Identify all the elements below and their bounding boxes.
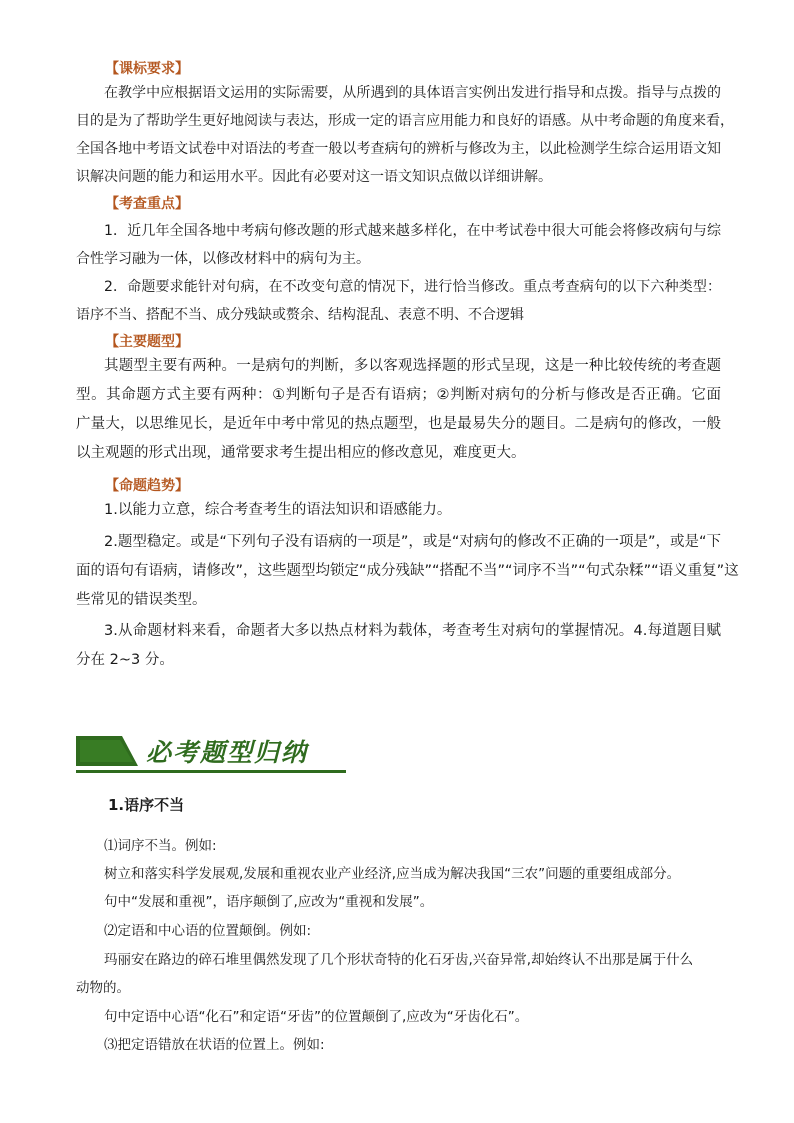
text-line: 3.从命题材料来看，命题者大多以热点材料为载体，考查考生对病句的掌握情况。4.每道题目赋 — [104, 623, 721, 639]
text-line: 语序不当、搭配不当、成分残缺或赘余、结构混乱、表意不明、不合逻辑 — [76, 307, 524, 323]
text-line: 以主观题的形式出现，通常要求考生提出相应的修改意见，难度更大。 — [76, 445, 526, 461]
text-line: 1.以能力立意，综合考查考生的语法知识和语感能力。 — [104, 502, 452, 518]
text-line: 2.题型稳定。或是“下列句子没有语病的一项是”，或是“对病句的修改不正确的一项是”，或是“下 — [104, 534, 721, 550]
text-line: 合性学习融为一体，以修改材料中的病句为主。 — [76, 251, 370, 267]
text-line: 面的语句有语病，请修改”，这些题型均锁定“成分残缺”“搭配不当”“词序不当”“句式杂糅”“语义重复”这 — [76, 563, 739, 579]
text-line: 些常见的错误类型。 — [76, 592, 207, 608]
text-line: 目的是为了帮助学生更好地阅读与表达，形成一定的语言应用能力和良好的语感。从中考命题的角度来看， — [76, 113, 734, 129]
text-line: 在教学中应根据语文运用的实际需要，从所遇到的具体语言实例出发进行指导和点拨。指导与点拨的 — [104, 85, 721, 101]
text-line: 1．近几年全国各地中考病句修改题的形式越来越多样化，在中考试卷中很大可能会将修改病句与综 — [104, 223, 721, 239]
heading-trend: 【命题趋势】 — [105, 478, 189, 494]
text-line: 全国各地中考语文试卷中对语法的考查一般以考查病句的辨析与修改为主，以此检测学生综合运用语文知 — [76, 141, 721, 157]
text-line: 其题型主要有两种。一是病句的判断，多以客观选择题的形式呈现，这是一种比较传统的考查题 — [104, 358, 721, 374]
text-line: 2．命题要求能针对句病，在不改变句意的情况下，进行恰当修改。重点考查病句的以下六种类型： — [104, 279, 721, 295]
heading-focus: 【考查重点】 — [105, 196, 189, 212]
section-title: 1.语序不当 — [108, 796, 185, 814]
item1-note: 句中“发展和重视”，语序颠倒了,应改为“重视和发展”。 — [104, 894, 434, 910]
item2-example-line1: 玛丽安在路边的碎石堆里偶然发现了几个形状奇特的化石牙齿,兴奋异常,却始终认不出那是属于什么 — [104, 952, 694, 968]
paragraph-types — [76, 352, 721, 468]
paragraph-standard — [76, 79, 734, 191]
item2-label: ⑵定语和中心语的位置颠倒。例如: — [104, 923, 312, 939]
item1-label: ⑴词序不当。例如: — [104, 838, 217, 854]
paragraph-focus-1 — [76, 217, 721, 273]
heading-standard: 【课标要求】 — [105, 61, 189, 77]
section-banner-title: 必考题型归纳 — [146, 738, 309, 767]
item1-example: 树立和落实科学发展观,发展和重视农业产业经济,应当成为解决我国“三农”问题的重要组成部分。 — [104, 866, 681, 882]
paragraph-trend-2 — [76, 528, 739, 615]
text-line: 识解决问题的能力和运用水平。因此有必要对这一语文知识点做以详细讲解。 — [76, 169, 552, 185]
paragraph-focus-2 — [76, 273, 721, 329]
item3-label: ⑶把定语错放在状语的位置上。例如: — [104, 1037, 325, 1053]
item2-note: 句中定语中心语“化石”和定语“牙齿”的位置颠倒了,应改为“牙齿化石”。 — [104, 1009, 529, 1025]
paragraph-trend-1 — [76, 496, 721, 525]
text-line: 广量大，以思维见长，是近年中考中常见的热点题型，也是最易失分的题目。二是病句的修改，一般 — [76, 416, 721, 432]
text-line: 型。其命题方式主要有两种：①判断句子是否有语病；②判断对病句的分析与修改是否正确。它面 — [76, 387, 721, 403]
text-line: 分在 2~3 分。 — [76, 652, 174, 668]
item2-example-line2: 动物的。 — [76, 980, 130, 996]
paragraph-trend-3 — [76, 617, 721, 675]
heading-types: 【主要题型】 — [105, 334, 189, 350]
